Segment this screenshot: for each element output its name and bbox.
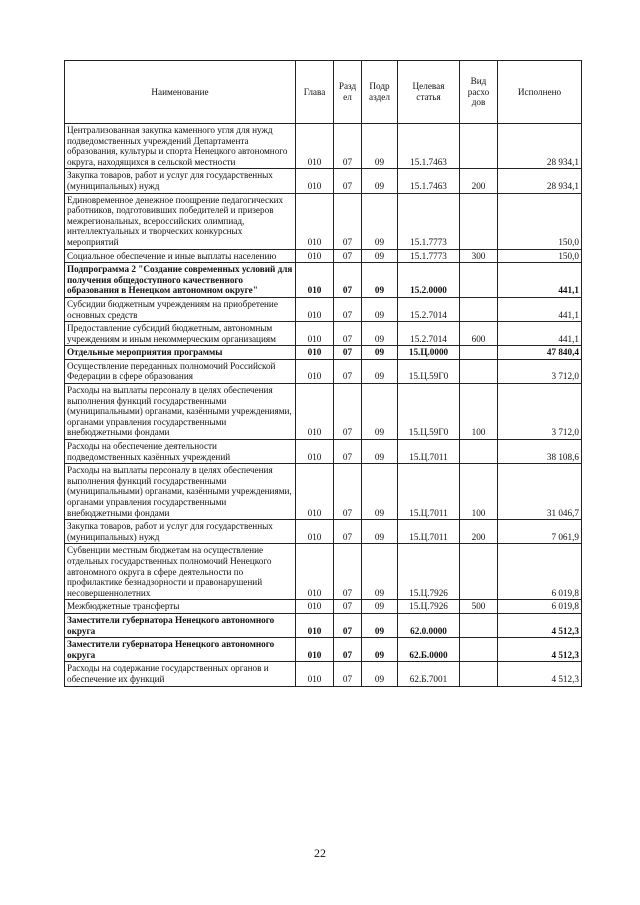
row-glava-cell: 010 <box>296 193 334 249</box>
row-podrazdel-cell: 09 <box>362 384 398 440</box>
row-podrazdel-cell: 09 <box>362 169 398 193</box>
row-sum-cell: 38 108,6 <box>498 440 582 464</box>
table-row <box>65 124 582 169</box>
header-ispolneno: Исполнено <box>498 61 582 124</box>
table-row <box>65 322 582 346</box>
table-row <box>65 384 582 440</box>
row-statya-cell: 15.Ц.7926 <box>398 600 460 614</box>
row-sum-cell: 150,0 <box>498 249 582 263</box>
row-statya-cell: 15.Ц.7926 <box>398 544 460 600</box>
row-podrazdel-cell: 09 <box>362 249 398 263</box>
row-statya-cell: 15.Ц.7011 <box>398 440 460 464</box>
row-sum-cell: 441,1 <box>498 263 582 298</box>
row-statya-cell: 15.Ц.59Г0 <box>398 359 460 383</box>
row-glava-cell: 010 <box>296 384 334 440</box>
row-razdel-cell: 07 <box>334 544 362 600</box>
row-razdel-cell: 07 <box>334 662 362 686</box>
row-name-cell: Осуществление переданных полномочий Российской Федерации в сфере образования <box>65 359 296 383</box>
table-row <box>65 249 582 263</box>
row-podrazdel-cell: 09 <box>362 520 398 544</box>
row-name-cell: Заместители губернатора Ненецкого автономного округа <box>65 613 296 637</box>
page-number: 22 <box>314 846 326 860</box>
row-name-cell: Отдельные мероприятия программы <box>65 346 296 360</box>
row-glava-cell: 010 <box>296 263 334 298</box>
row-statya-cell: 15.2.0000 <box>398 263 460 298</box>
row-podrazdel-cell: 09 <box>362 440 398 464</box>
row-sum-cell: 3 712,0 <box>498 359 582 383</box>
row-name-cell: Расходы на выплаты персоналу в целях обеспечения выполнения функций государственными (муниципальными) органами, казёнными учреждениями, органами управления государственными внебюджетными фондами <box>65 384 296 440</box>
row-glava-cell: 010 <box>296 638 334 662</box>
row-statya-cell: 62.Б.0000 <box>398 638 460 662</box>
row-razdel-cell: 07 <box>334 520 362 544</box>
table-row <box>65 359 582 383</box>
header-podrazdel: Подр аздел <box>362 61 398 124</box>
row-vid-cell <box>460 359 498 383</box>
row-sum-cell: 7 061,9 <box>498 520 582 544</box>
row-glava-cell: 010 <box>296 464 334 520</box>
row-razdel-cell: 07 <box>334 600 362 614</box>
row-glava-cell: 010 <box>296 297 334 321</box>
row-sum-cell: 441,1 <box>498 297 582 321</box>
header-glava: Глава <box>296 61 334 124</box>
header-statya: Целевая статья <box>398 61 460 124</box>
row-sum-cell: 150,0 <box>498 193 582 249</box>
row-razdel-cell: 07 <box>334 440 362 464</box>
row-razdel-cell: 07 <box>334 638 362 662</box>
row-sum-cell: 6 019,8 <box>498 544 582 600</box>
row-vid-cell: 600 <box>460 322 498 346</box>
row-razdel-cell: 07 <box>334 263 362 298</box>
row-statya-cell: 15.1.7773 <box>398 193 460 249</box>
row-statya-cell: 15.2.7014 <box>398 297 460 321</box>
row-name-cell: Социальное обеспечение и иные выплаты населению <box>65 249 296 263</box>
row-name-cell: Расходы на выплаты персоналу в целях обеспечения выполнения функций государственными (муниципальными) органами, казёнными учреждениями, органами управления государственными внебюджетными фондами <box>65 464 296 520</box>
row-glava-cell: 010 <box>296 249 334 263</box>
budget-table <box>64 60 582 687</box>
row-vid-cell <box>460 124 498 169</box>
header-name: Наименование <box>65 61 296 124</box>
row-sum-cell: 28 934,1 <box>498 169 582 193</box>
row-vid-cell: 200 <box>460 520 498 544</box>
table-row <box>65 193 582 249</box>
row-name-cell: Единовременное денежное поощрение педагогических работников, подготовивших победителей и призеров межрегиональных, всероссийских олимпиад, интеллектуальных и творческих конкурсных мероприятий <box>65 193 296 249</box>
row-vid-cell <box>460 638 498 662</box>
row-sum-cell: 31 046,7 <box>498 464 582 520</box>
row-name-cell: Централизованная закупка каменного угля для нужд подведомственных учреждений Департамента образования, культуры и спорта Ненецкого автономного округа, находящихся в сельской местности <box>65 124 296 169</box>
row-name-cell: Подпрограмма 2 "Создание современных условий для получения общедоступного качественного образования в Ненецком автономном округе" <box>65 263 296 298</box>
row-statya-cell: 62.0.0000 <box>398 613 460 637</box>
row-podrazdel-cell: 09 <box>362 359 398 383</box>
row-glava-cell: 010 <box>296 613 334 637</box>
row-sum-cell: 47 840,4 <box>498 346 582 360</box>
row-podrazdel-cell: 09 <box>362 124 398 169</box>
row-glava-cell: 010 <box>296 600 334 614</box>
row-vid-cell <box>460 346 498 360</box>
row-vid-cell: 300 <box>460 249 498 263</box>
row-glava-cell: 010 <box>296 359 334 383</box>
row-vid-cell: 500 <box>460 600 498 614</box>
row-razdel-cell: 07 <box>334 384 362 440</box>
row-razdel-cell: 07 <box>334 322 362 346</box>
row-podrazdel-cell: 09 <box>362 263 398 298</box>
row-glava-cell: 010 <box>296 520 334 544</box>
row-razdel-cell: 07 <box>334 297 362 321</box>
row-podrazdel-cell: 09 <box>362 662 398 686</box>
row-sum-cell: 6 019,8 <box>498 600 582 614</box>
row-statya-cell: 15.1.7463 <box>398 124 460 169</box>
table-row <box>65 520 582 544</box>
table-row <box>65 662 582 686</box>
row-sum-cell: 4 512,3 <box>498 638 582 662</box>
table-row <box>65 613 582 637</box>
row-statya-cell: 15.2.7014 <box>398 322 460 346</box>
row-glava-cell: 010 <box>296 169 334 193</box>
row-statya-cell: 15.1.7773 <box>398 249 460 263</box>
row-statya-cell: 15.1.7463 <box>398 169 460 193</box>
row-statya-cell: 15.Ц.7011 <box>398 464 460 520</box>
row-glava-cell: 010 <box>296 124 334 169</box>
row-podrazdel-cell: 09 <box>362 346 398 360</box>
row-name-cell: Закупка товаров, работ и услуг для государственных (муниципальных) нужд <box>65 169 296 193</box>
row-statya-cell: 15.Ц.7011 <box>398 520 460 544</box>
row-sum-cell: 441,1 <box>498 322 582 346</box>
row-statya-cell: 15.Ц.59Г0 <box>398 384 460 440</box>
row-vid-cell: 100 <box>460 384 498 440</box>
row-razdel-cell: 07 <box>334 193 362 249</box>
row-vid-cell: 200 <box>460 169 498 193</box>
table-body <box>65 124 582 687</box>
row-name-cell: Заместители губернатора Ненецкого автономного округа <box>65 638 296 662</box>
table-row <box>65 464 582 520</box>
row-podrazdel-cell: 09 <box>362 322 398 346</box>
row-sum-cell: 4 512,3 <box>498 613 582 637</box>
row-vid-cell <box>460 297 498 321</box>
row-glava-cell: 010 <box>296 346 334 360</box>
table-row <box>65 263 582 298</box>
header-razdel: Разд ел <box>334 61 362 124</box>
row-name-cell: Расходы на содержание государственных органов и обеспечение их функций <box>65 662 296 686</box>
row-statya-cell: 62.Б.7001 <box>398 662 460 686</box>
row-vid-cell <box>460 193 498 249</box>
table-header-row <box>65 61 582 124</box>
row-podrazdel-cell: 09 <box>362 600 398 614</box>
row-podrazdel-cell: 09 <box>362 638 398 662</box>
row-vid-cell <box>460 544 498 600</box>
row-vid-cell <box>460 613 498 637</box>
row-name-cell: Расходы на обеспечение деятельности подведомственных казённых учреждений <box>65 440 296 464</box>
row-sum-cell: 28 934,1 <box>498 124 582 169</box>
row-name-cell: Субсидии бюджетным учреждениям на приобретение основных средств <box>65 297 296 321</box>
row-glava-cell: 010 <box>296 662 334 686</box>
row-razdel-cell: 07 <box>334 464 362 520</box>
row-glava-cell: 010 <box>296 544 334 600</box>
row-name-cell: Закупка товаров, работ и услуг для государственных (муниципальных) нужд <box>65 520 296 544</box>
row-podrazdel-cell: 09 <box>362 613 398 637</box>
row-razdel-cell: 07 <box>334 124 362 169</box>
row-vid-cell <box>460 662 498 686</box>
table-row <box>65 544 582 600</box>
row-name-cell: Субвенции местным бюджетам на осуществление отдельных государственных полномочий Ненецкого автономного округа в сфере деятельности по профилактике безнадзорности и правонарушений несовершеннолетних <box>65 544 296 600</box>
row-vid-cell <box>460 440 498 464</box>
row-sum-cell: 4 512,3 <box>498 662 582 686</box>
row-statya-cell: 15.Ц.0000 <box>398 346 460 360</box>
table-row <box>65 440 582 464</box>
row-name-cell: Предоставление субсидий бюджетным, автономным учреждениям и иным некоммерческим организациям <box>65 322 296 346</box>
table-row <box>65 297 582 321</box>
row-glava-cell: 010 <box>296 322 334 346</box>
table-row <box>65 346 582 360</box>
table-row <box>65 169 582 193</box>
row-sum-cell: 3 712,0 <box>498 384 582 440</box>
row-vid-cell: 100 <box>460 464 498 520</box>
row-podrazdel-cell: 09 <box>362 297 398 321</box>
row-razdel-cell: 07 <box>334 613 362 637</box>
row-podrazdel-cell: 09 <box>362 193 398 249</box>
row-podrazdel-cell: 09 <box>362 544 398 600</box>
row-podrazdel-cell: 09 <box>362 464 398 520</box>
row-razdel-cell: 07 <box>334 169 362 193</box>
header-vid: Вид расхо дов <box>460 61 498 124</box>
row-razdel-cell: 07 <box>334 249 362 263</box>
row-glava-cell: 010 <box>296 440 334 464</box>
row-name-cell: Межбюджетные трансферты <box>65 600 296 614</box>
table-row <box>65 638 582 662</box>
row-razdel-cell: 07 <box>334 359 362 383</box>
table-row <box>65 600 582 614</box>
row-razdel-cell: 07 <box>334 346 362 360</box>
row-vid-cell <box>460 263 498 298</box>
